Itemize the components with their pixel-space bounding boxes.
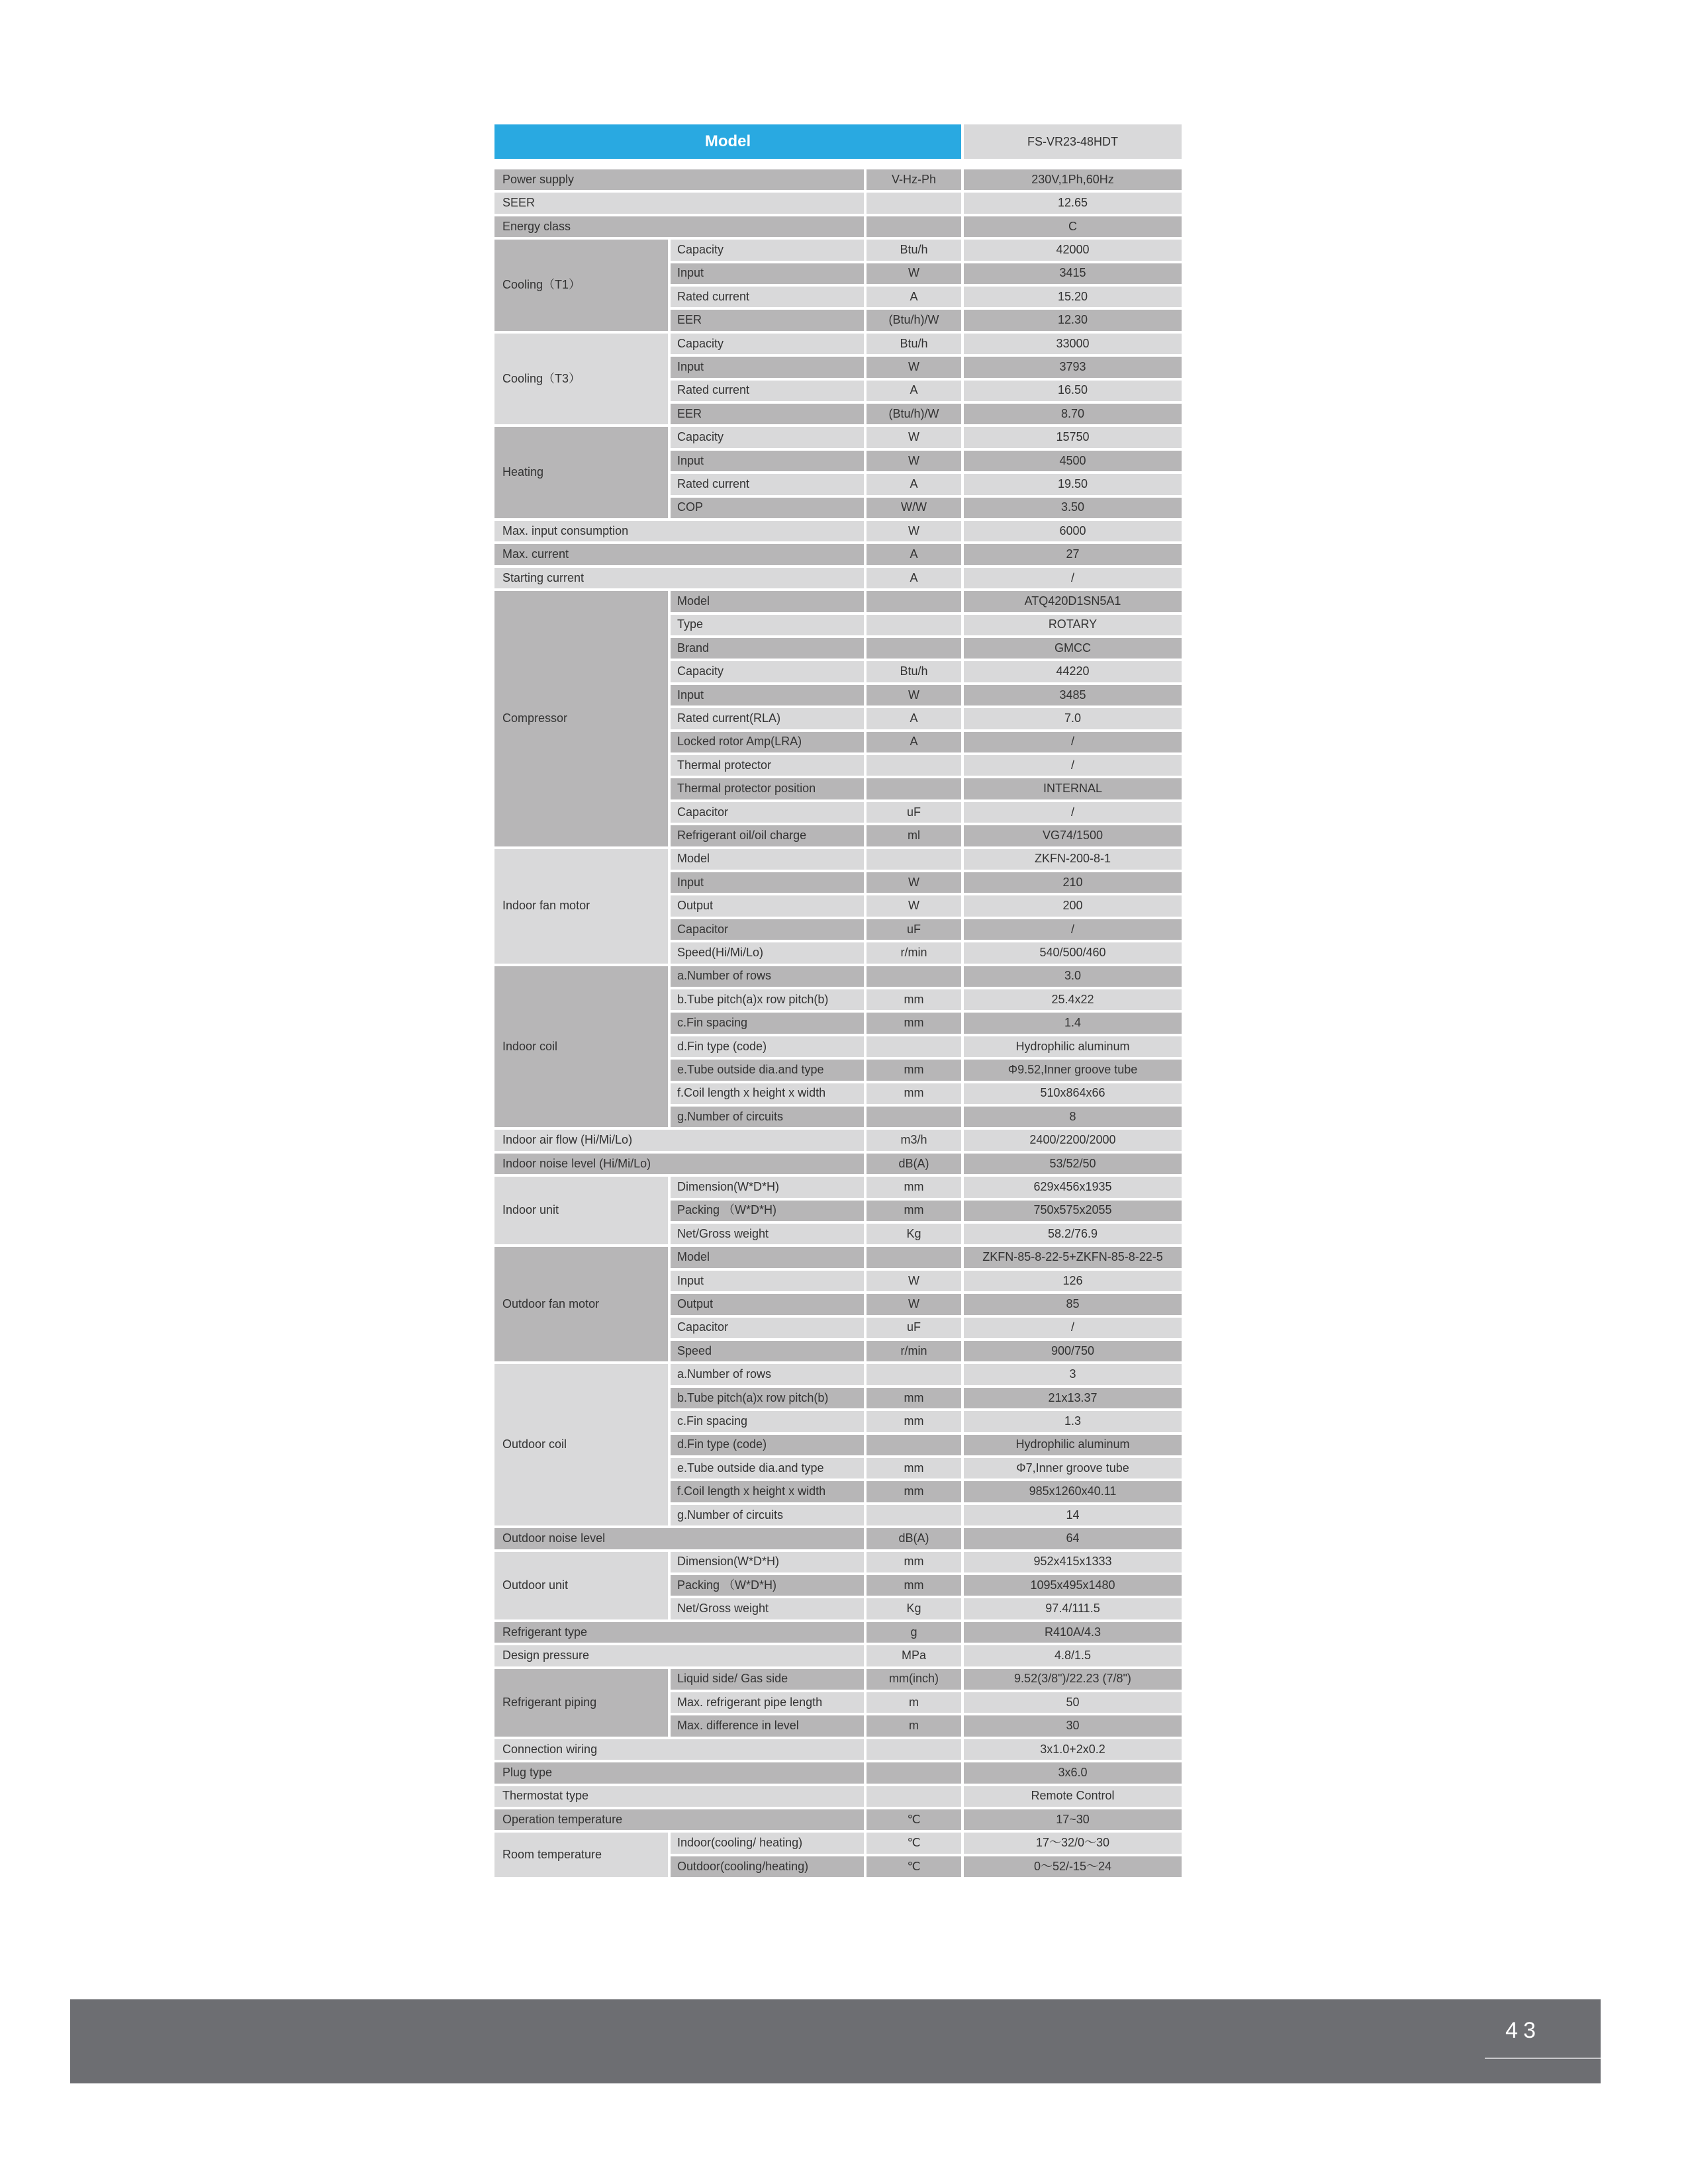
group-label: Outdoor unit [494,1552,668,1619]
spec-unit [867,755,961,776]
spec-subitem: b.Tube pitch(a)x row pitch(b) [671,1388,864,1408]
spec-label: Indoor air flow (Hi/Mi/Lo) [494,1130,864,1150]
spec-value: 3485 [964,685,1182,705]
spec-value: VG74/1500 [964,825,1182,846]
spec-subitem: b.Tube pitch(a)x row pitch(b) [671,989,864,1010]
spec-subitem: Dimension(W*D*H) [671,1552,864,1572]
spec-value: Φ9.52,Inner groove tube [964,1060,1182,1080]
page-number-underline [1485,2058,1601,2059]
spec-value: 230V,1Ph,60Hz [964,169,1182,190]
spec-label: SEER [494,193,864,213]
spec-unit: W [867,427,961,447]
spec-value: 8 [964,1107,1182,1127]
spec-value: 4500 [964,451,1182,471]
spec-unit: Btu/h [867,661,961,682]
spec-value: / [964,919,1182,940]
spec-subitem: Dimension(W*D*H) [671,1177,864,1197]
spec-value: 900/750 [964,1341,1182,1361]
spec-subitem: a.Number of rows [671,966,864,987]
spec-unit: mm [867,1388,961,1408]
spec-rows [494,169,1182,1880]
spec-subitem: EER [671,310,864,330]
spec-subitem: Rated current [671,474,864,494]
spec-subitem: c.Fin spacing [671,1411,864,1432]
spec-unit: m [867,1715,961,1736]
spec-subitem: a.Number of rows [671,1364,864,1385]
spec-subitem: Rated current(RLA) [671,708,864,729]
spec-value: C [964,216,1182,237]
spec-unit [867,849,961,870]
spec-subitem: Input [671,685,864,705]
spec-value: 952x415x1333 [964,1552,1182,1572]
spec-label: Outdoor noise level [494,1528,864,1549]
spec-value: 9.52(3/8")/22.23 (7/8") [964,1669,1182,1690]
spec-value: 17～32/0～30 [964,1833,1182,1853]
spec-unit: Btu/h [867,334,961,354]
spec-value: 27 [964,544,1182,565]
spec-subitem: Brand [671,638,864,659]
spec-unit: W [867,1271,961,1291]
spec-subitem: g.Number of circuits [671,1107,864,1127]
group-label: Compressor [494,591,668,846]
spec-unit: W [867,685,961,705]
spec-subitem: Speed [671,1341,864,1361]
spec-unit [867,1364,961,1385]
spec-unit: A [867,708,961,729]
spec-unit: Kg [867,1224,961,1244]
spec-unit [867,1036,961,1057]
spec-unit [867,591,961,612]
spec-value: 64 [964,1528,1182,1549]
spec-subitem: Model [671,849,864,870]
spec-subitem: Capacitor [671,802,864,823]
spec-value: 126 [964,1271,1182,1291]
spec-label: Connection wiring [494,1739,864,1760]
spec-value: INTERNAL [964,778,1182,799]
spec-unit: g [867,1622,961,1643]
spec-label: Refrigerant type [494,1622,864,1643]
spec-unit: mm [867,1177,961,1197]
spec-unit: mm [867,1083,961,1104]
spec-subitem: Liquid side/ Gas side [671,1669,864,1690]
spec-value: / [964,755,1182,776]
spec-value: Hydrophilic aluminum [964,1036,1182,1057]
spec-unit: A [867,544,961,565]
spec-value: 3793 [964,357,1182,377]
spec-value: 12.65 [964,193,1182,213]
spec-table [494,124,1182,1880]
spec-subitem: COP [671,498,864,518]
spec-unit [867,615,961,635]
spec-value: 3415 [964,263,1182,284]
spec-value: 540/500/460 [964,942,1182,963]
spec-value: 25.4x22 [964,989,1182,1010]
spec-value: 17~30 [964,1809,1182,1830]
spec-subitem: Input [671,451,864,471]
spec-subitem: Speed(Hi/Mi/Lo) [671,942,864,963]
group-label: Cooling（T3） [494,334,668,425]
spec-subitem: Max. refrigerant pipe length [671,1692,864,1713]
spec-label: Max. input consumption [494,521,864,541]
spec-unit: V-Hz-Ph [867,169,961,190]
spec-value: 15.20 [964,287,1182,307]
spec-subitem: Thermal protector position [671,778,864,799]
spec-value: 3x1.0+2x0.2 [964,1739,1182,1760]
spec-subitem: c.Fin spacing [671,1013,864,1033]
group-label: Outdoor fan motor [494,1247,668,1361]
spec-unit [867,1505,961,1525]
spec-value: 510x864x66 [964,1083,1182,1104]
spec-subitem: Rated current [671,287,864,307]
spec-value: 629x456x1935 [964,1177,1182,1197]
spec-value: 15750 [964,427,1182,447]
spec-value: 200 [964,895,1182,916]
spec-subitem: Capacity [671,240,864,260]
spec-subitem: Locked rotor Amp(LRA) [671,732,864,752]
spec-subitem: Model [671,1247,864,1267]
spec-unit: Kg [867,1598,961,1619]
spec-unit: mm [867,1060,961,1080]
spec-value: / [964,568,1182,588]
spec-value: 3.50 [964,498,1182,518]
spec-unit: A [867,381,961,401]
spec-value: 1.3 [964,1411,1182,1432]
spec-unit: (Btu/h)/W [867,310,961,330]
spec-subitem: Capacity [671,334,864,354]
spec-subitem: Packing （W*D*H) [671,1201,864,1221]
spec-label: Max. current [494,544,864,565]
spec-unit: W [867,1294,961,1314]
spec-subitem: g.Number of circuits [671,1505,864,1525]
spec-value: 210 [964,872,1182,893]
spec-unit [867,1107,961,1127]
spec-value: 1.4 [964,1013,1182,1033]
spec-unit: uF [867,1318,961,1338]
spec-value: 50 [964,1692,1182,1713]
spec-unit: dB(A) [867,1154,961,1174]
spec-unit [867,1762,961,1783]
spec-value: ZKFN-200-8-1 [964,849,1182,870]
spec-unit: mm [867,1575,961,1596]
group-label: Indoor coil [494,966,668,1128]
spec-subitem: f.Coil length x height x width [671,1481,864,1502]
spec-value: 3 [964,1364,1182,1385]
spec-unit [867,1247,961,1267]
spec-value: 12.30 [964,310,1182,330]
spec-subitem: Output [671,895,864,916]
spec-unit [867,1739,961,1760]
spec-unit: A [867,474,961,494]
spec-value: 30 [964,1715,1182,1736]
spec-subitem: Input [671,263,864,284]
spec-unit: W [867,357,961,377]
spec-unit [867,216,961,237]
spec-unit: A [867,568,961,588]
spec-unit: W/W [867,498,961,518]
group-label: Cooling（T1） [494,240,668,331]
spec-value: / [964,802,1182,823]
spec-value: 6000 [964,521,1182,541]
spec-label: Operation temperature [494,1809,864,1830]
spec-value: 21x13.37 [964,1388,1182,1408]
spec-unit: uF [867,919,961,940]
spec-subitem: Refrigerant oil/oil charge [671,825,864,846]
model-header-value: FS-VR23-48HDT [964,124,1182,159]
model-header-label: Model [494,124,961,159]
spec-value: 4.8/1.5 [964,1645,1182,1666]
spec-unit [867,638,961,659]
spec-value: Hydrophilic aluminum [964,1435,1182,1455]
spec-value: 58.2/76.9 [964,1224,1182,1244]
spec-value: 19.50 [964,474,1182,494]
spec-value: 97.4/111.5 [964,1598,1182,1619]
spec-value: 53/52/50 [964,1154,1182,1174]
spec-subitem: Output [671,1294,864,1314]
spec-unit: W [867,263,961,284]
spec-value: 3.0 [964,966,1182,987]
spec-value: R410A/4.3 [964,1622,1182,1643]
group-label: Room temperature [494,1833,668,1877]
spec-label: Plug type [494,1762,864,1783]
spec-value: 33000 [964,334,1182,354]
group-label: Heating [494,427,668,518]
spec-unit: W [867,521,961,541]
spec-subitem: d.Fin type (code) [671,1036,864,1057]
spec-value: 750x575x2055 [964,1201,1182,1221]
spec-subitem: Thermal protector [671,755,864,776]
spec-subitem: d.Fin type (code) [671,1435,864,1455]
spec-subitem: Type [671,615,864,635]
spec-label: Energy class [494,216,864,237]
spec-subitem: Max. difference in level [671,1715,864,1736]
spec-value: 0～52/-15～24 [964,1856,1182,1877]
spec-unit: MPa [867,1645,961,1666]
spec-unit: dB(A) [867,1528,961,1549]
spec-value: ZKFN-85-8-22-5+ZKFN-85-8-22-5 [964,1247,1182,1267]
spec-unit: W [867,872,961,893]
spec-unit: mm [867,1201,961,1221]
spec-unit: mm [867,1013,961,1033]
spec-value: / [964,732,1182,752]
spec-subitem: Rated current [671,381,864,401]
spec-unit [867,1786,961,1807]
spec-unit: mm [867,989,961,1010]
spec-subitem: f.Coil length x height x width [671,1083,864,1104]
spec-label: Power supply [494,169,864,190]
footer-bar [70,1999,1601,2083]
spec-unit: m [867,1692,961,1713]
spec-unit: ℃ [867,1833,961,1853]
spec-unit: ℃ [867,1809,961,1830]
spec-subitem: Capacity [671,661,864,682]
spec-unit: W [867,895,961,916]
spec-unit: mm [867,1458,961,1479]
spec-subitem: Input [671,357,864,377]
table-header [494,124,1182,159]
spec-value: 14 [964,1505,1182,1525]
spec-unit: ℃ [867,1856,961,1877]
page-number: 43 [1505,2018,1541,2043]
spec-value: / [964,1318,1182,1338]
spec-label: Design pressure [494,1645,864,1666]
spec-value: ATQ420D1SN5A1 [964,591,1182,612]
spec-value: Remote Control [964,1786,1182,1807]
spec-subitem: Capacitor [671,919,864,940]
spec-unit: uF [867,802,961,823]
spec-unit: r/min [867,1341,961,1361]
spec-value: Φ7,Inner groove tube [964,1458,1182,1479]
spec-subitem: Net/Gross weight [671,1224,864,1244]
spec-subitem: e.Tube outside dia.and type [671,1060,864,1080]
spec-unit [867,1435,961,1455]
spec-value: 1095x495x1480 [964,1575,1182,1596]
group-label: Outdoor coil [494,1364,668,1525]
spec-value: 985x1260x40.11 [964,1481,1182,1502]
spec-unit: r/min [867,942,961,963]
group-label: Indoor fan motor [494,849,668,964]
spec-value: 44220 [964,661,1182,682]
spec-value: ROTARY [964,615,1182,635]
spec-value: 7.0 [964,708,1182,729]
spec-unit [867,778,961,799]
group-label: Refrigerant piping [494,1669,668,1737]
spec-value: 2400/2200/2000 [964,1130,1182,1150]
spec-subitem: Net/Gross weight [671,1598,864,1619]
spec-subitem: Capacity [671,427,864,447]
spec-unit: mm [867,1411,961,1432]
spec-unit: (Btu/h)/W [867,404,961,424]
spec-unit: ml [867,825,961,846]
spec-value: 3x6.0 [964,1762,1182,1783]
spec-value: 85 [964,1294,1182,1314]
spec-unit [867,193,961,213]
spec-label: Starting current [494,568,864,588]
spec-value: GMCC [964,638,1182,659]
spec-subitem: Capacitor [671,1318,864,1338]
spec-label: Indoor noise level (Hi/Mi/Lo) [494,1154,864,1174]
spec-subitem: EER [671,404,864,424]
spec-value: 16.50 [964,381,1182,401]
spec-unit: mm [867,1552,961,1572]
group-label: Indoor unit [494,1177,668,1244]
spec-unit: mm [867,1481,961,1502]
spec-subitem: Input [671,1271,864,1291]
spec-unit: W [867,451,961,471]
spec-subitem: e.Tube outside dia.and type [671,1458,864,1479]
spec-unit: A [867,732,961,752]
spec-subitem: Model [671,591,864,612]
spec-subitem: Input [671,872,864,893]
spec-value: 8.70 [964,404,1182,424]
spec-unit: Btu/h [867,240,961,260]
spec-label: Thermostat type [494,1786,864,1807]
spec-unit: m3/h [867,1130,961,1150]
spec-subitem: Packing （W*D*H) [671,1575,864,1596]
spec-subitem: Outdoor(cooling/heating) [671,1856,864,1877]
spec-value: 42000 [964,240,1182,260]
spec-unit: A [867,287,961,307]
spec-unit [867,966,961,987]
spec-subitem: Indoor(cooling/ heating) [671,1833,864,1853]
spec-unit: mm(inch) [867,1669,961,1690]
